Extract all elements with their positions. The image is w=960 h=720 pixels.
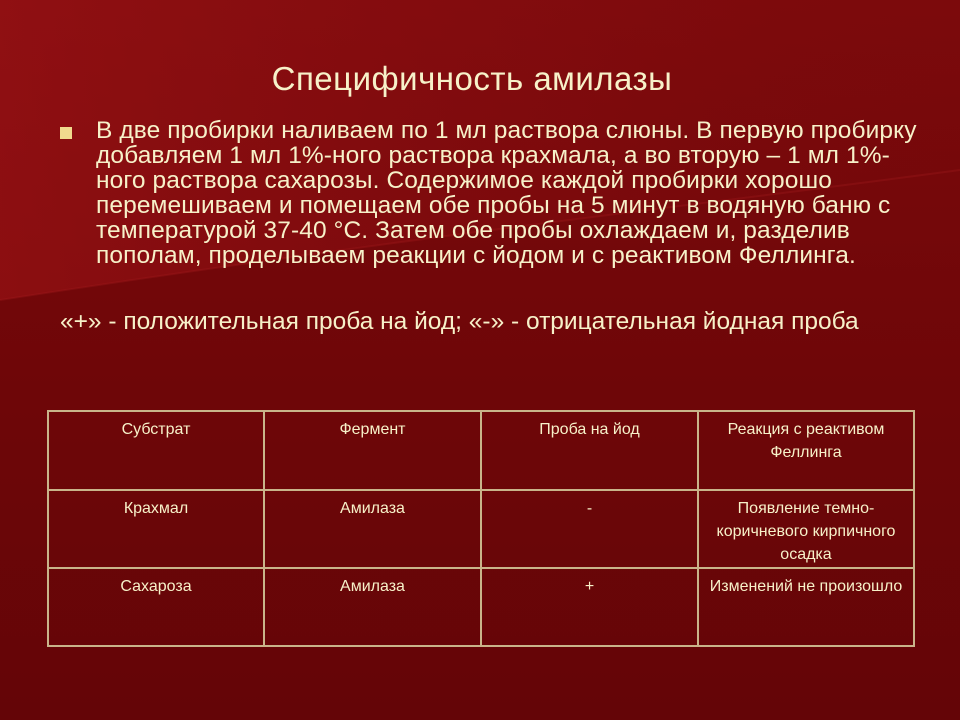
results-table <box>47 410 915 647</box>
bullet-item <box>60 118 920 268</box>
table-header-cell: Фермент <box>264 411 481 490</box>
table-cell: Сахароза <box>48 568 264 646</box>
table-cell: + <box>481 568 698 646</box>
table-header-row <box>48 411 914 490</box>
table-row <box>48 490 914 568</box>
table-cell: Появление темно-коричневого кирпичного осадка <box>698 490 914 568</box>
table-row <box>48 568 914 646</box>
table-header-cell: Проба на йод <box>481 411 698 490</box>
square-bullet-icon <box>60 127 72 139</box>
table-cell: Амилаза <box>264 568 481 646</box>
table-header-cell: Реакция с реактивом Феллинга <box>698 411 914 490</box>
table-cell: - <box>481 490 698 568</box>
table-cell: Амилаза <box>264 490 481 568</box>
table-cell: Изменений не произошло <box>698 568 914 646</box>
table-cell: Крахмал <box>48 490 264 568</box>
bullet-text: В две пробирки наливаем по 1 мл раствора слюны. В первую пробирку добавляем 1 мл 1%-ного раствора крахмала, а во вторую – 1 мл 1%-ного раствора сахарозы. Содержимое каждой пробирки хорошо перемешиваем и помещаем обе пробы на 5 минут в водяную баню с температурой 37-40 °С. Затем обе пробы охлаждаем и, разделив пополам, проделываем реакции с йодом и с реактивом Феллинга. <box>96 117 917 269</box>
table-header-cell: Субстрат <box>48 411 264 490</box>
legend-note: «+» - положительная проба на йод; «-» - отрицательная йодная проба <box>60 308 859 335</box>
slide-title: Специфичность амилазы <box>271 60 673 97</box>
